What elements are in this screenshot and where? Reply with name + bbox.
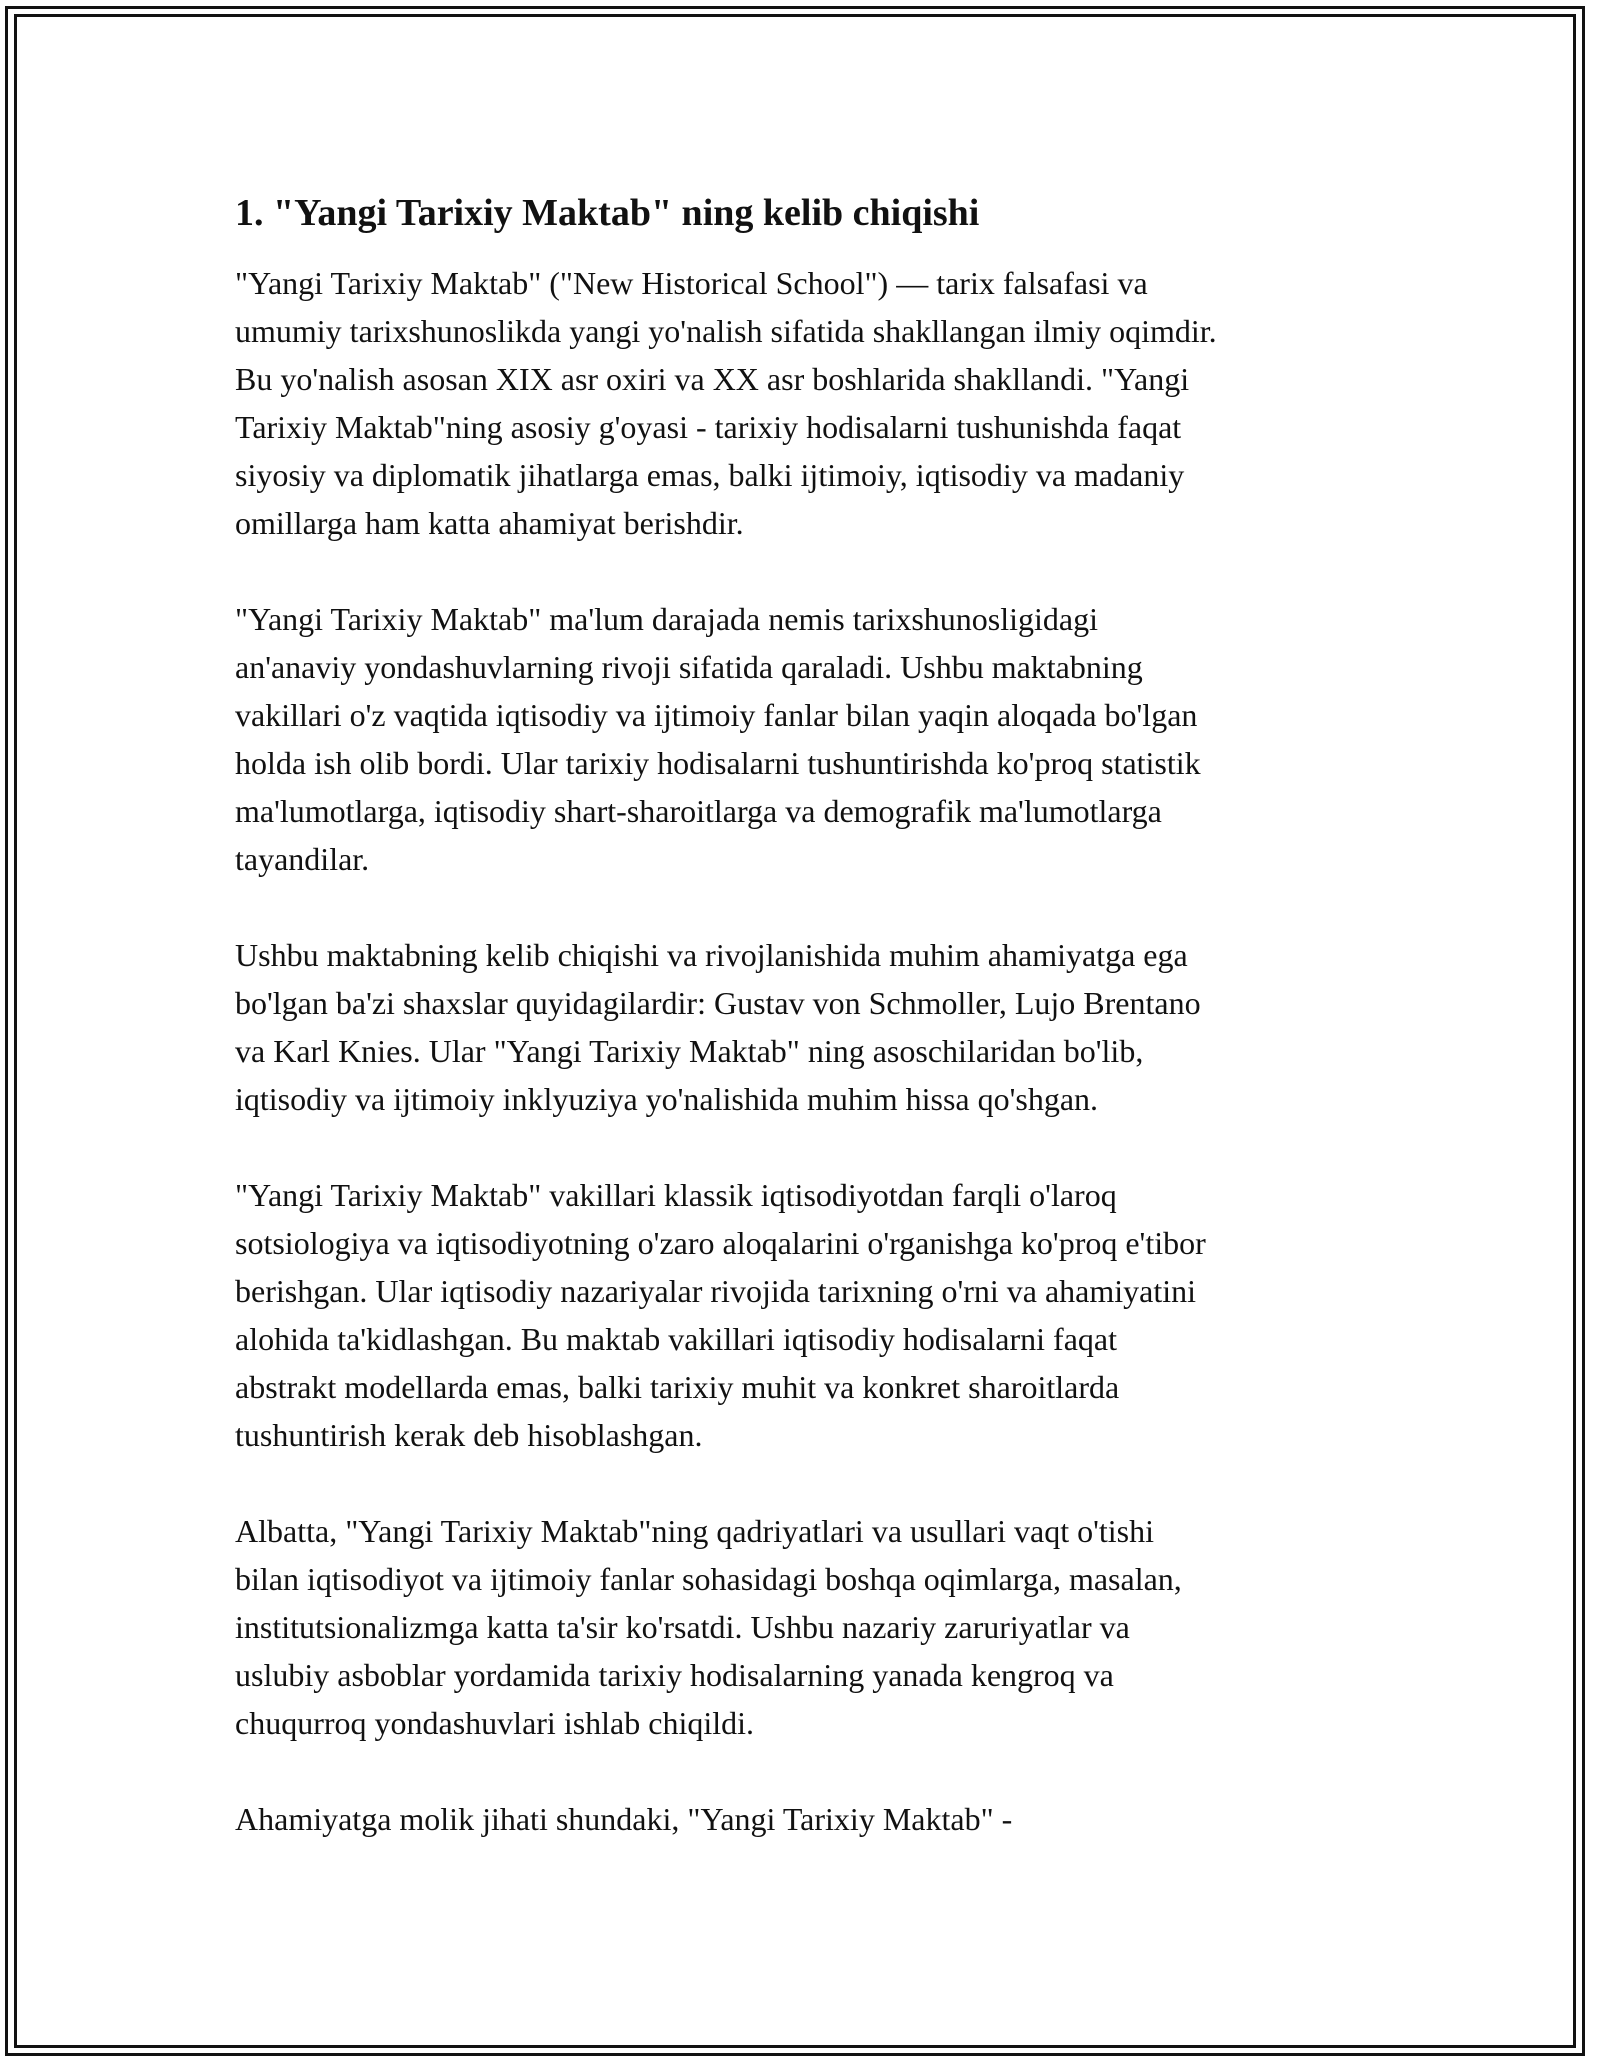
text-line: "Yangi Tarixiy Maktab" vakillari klassik iqtisodiyotdan farqli o'laroq [235, 1177, 1117, 1213]
document-body [235, 189, 1385, 1891]
paragraph-6 [235, 1795, 1385, 1843]
text-line: uslubiy asboblar yordamida tarixiy hodisalarning yanada kengroq va [235, 1657, 1114, 1693]
text-line: va Karl Knies. Ular "Yangi Tarixiy Maktab" ning asoschilaridan bo'lib, [235, 1033, 1144, 1069]
text-line: bo'lgan ba'zi shaxslar quyidagilardir: Gustav von Schmoller, Lujo Brentano [235, 985, 1201, 1021]
text-line: vakillari o'z vaqtida iqtisodiy va ijtimoiy fanlar bilan yaqin aloqada bo'lgan [235, 697, 1198, 733]
text-line: abstrakt modellarda emas, balki tarixiy muhit va konkret sharoitlarda [235, 1369, 1120, 1405]
paragraph-3 [235, 931, 1385, 1123]
text-line: tushuntirish kerak deb hisoblashgan. [235, 1417, 703, 1453]
paragraph-4 [235, 1171, 1385, 1459]
text-line: an'anaviy yondashuvlarning rivoji sifatida qaraladi. Ushbu maktabning [235, 649, 1143, 685]
text-line: iqtisodiy va ijtimoiy inklyuziya yo'nalishida muhim hissa qo'shgan. [235, 1081, 1099, 1117]
paragraph-2 [235, 595, 1385, 883]
text-line: ma'lumotlarga, iqtisodiy shart-sharoitlarga va demografik ma'lumotlarga [235, 793, 1162, 829]
text-line: Tarixiy Maktab"ning asosiy g'oyasi - tarixiy hodisalarni tushunishda faqat [235, 409, 1182, 445]
text-line: sotsiologiya va iqtisodiyotning o'zaro aloqalarini o'rganishga ko'proq e'tibor [235, 1225, 1206, 1261]
text-line: umumiy tarixshunoslikda yangi yo'nalish sifatida shakllangan ilmiy oqimdir. [235, 313, 1217, 349]
text-line: chuqurroq yondashuvlari ishlab chiqildi. [235, 1705, 755, 1741]
section-title: 1. "Yangi Tarixiy Maktab" ning kelib chiqishi [235, 192, 980, 234]
text-line: tayandilar. [235, 841, 370, 877]
text-line: Ushbu maktabning kelib chiqishi va rivojlanishida muhim ahamiyatga ega [235, 937, 1188, 973]
text-line: "Yangi Tarixiy Maktab" ma'lum darajada nemis tarixshunosligidagi [235, 601, 1098, 637]
text-line: Albatta, "Yangi Tarixiy Maktab"ning qadriyatlari va usullari vaqt o'tishi [235, 1513, 1154, 1549]
text-line: berishgan. Ular iqtisodiy nazariyalar rivojida tarixning o'rni va ahamiyatini [235, 1273, 1197, 1309]
text-line: bilan iqtisodiyot va ijtimoiy fanlar sohasidagi boshqa oqimlarga, masalan, [235, 1561, 1182, 1597]
text-line: alohida ta'kidlashgan. Bu maktab vakillari iqtisodiy hodisalarni faqat [235, 1321, 1117, 1357]
text-line: siyosiy va diplomatik jihatlarga emas, balki ijtimoiy, iqtisodiy va madaniy [235, 457, 1185, 493]
text-line: Ahamiyatga molik jihati shundaki, "Yangi Tarixiy Maktab" - [235, 1801, 1013, 1837]
text-line: "Yangi Tarixiy Maktab" ("New Historical School") — tarix falsafasi va [235, 265, 1148, 301]
text-line: holda ish olib bordi. Ular tarixiy hodisalarni tushuntirishda ko'proq statistik [235, 745, 1201, 781]
paragraph-5 [235, 1507, 1385, 1747]
text-line: omillarga ham katta ahamiyat berishdir. [235, 505, 744, 541]
text-line: Bu yo'nalish asosan XIX asr oxiri va XX asr boshlarida shakllandi. "Yangi [235, 361, 1190, 397]
text-line: institutsionalizmga katta ta'sir ko'rsatdi. Ushbu nazariy zaruriyatlar va [235, 1609, 1130, 1645]
paragraph-1 [235, 259, 1385, 547]
